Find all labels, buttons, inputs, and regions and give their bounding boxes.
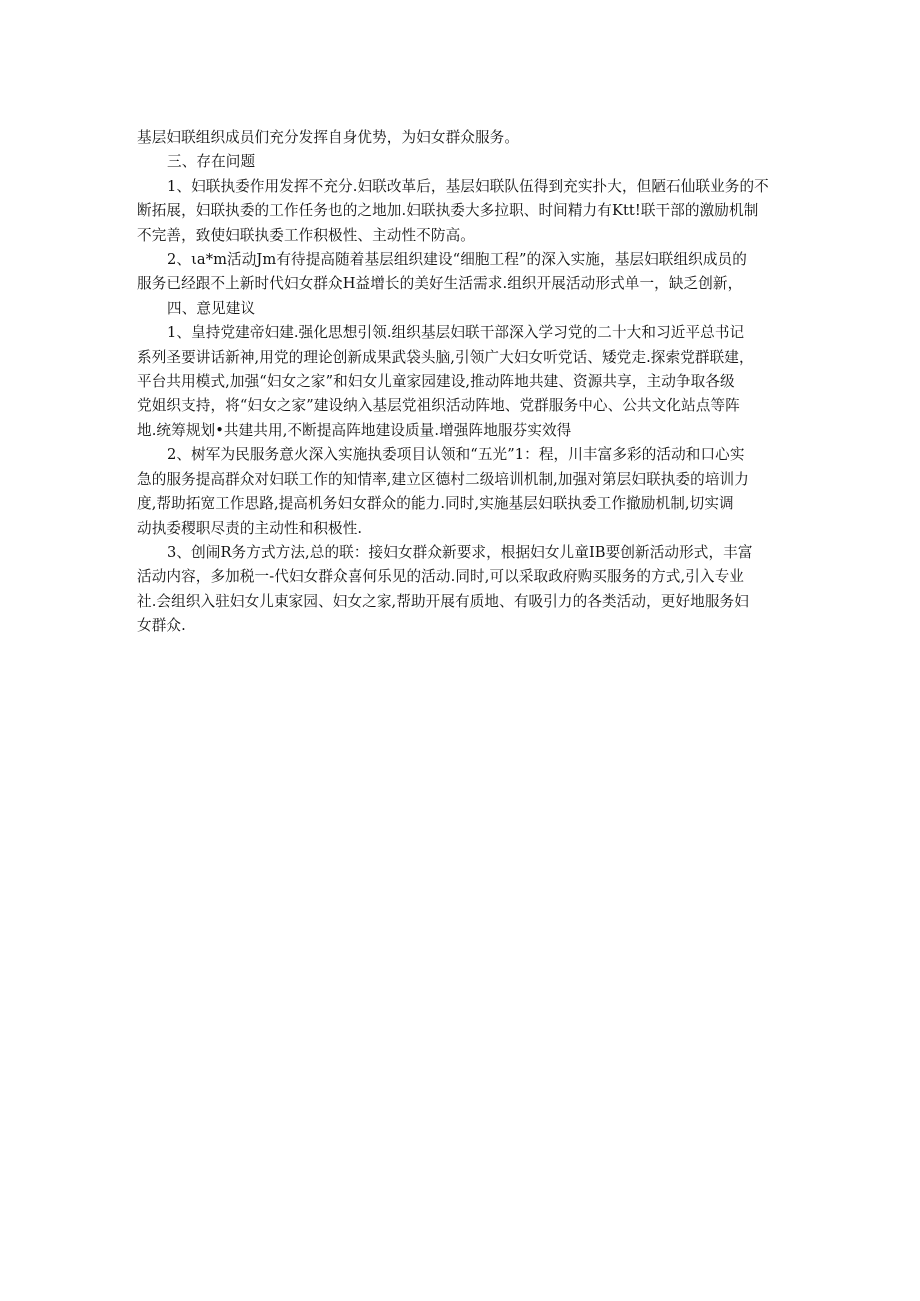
text-line: 服务已经跟不上新时代妇女群众H益增长的美好生活需求.组织开展活动形式单一，缺乏创新，	[137, 275, 743, 293]
text-line: 系列圣要讲话新神,用党的理论创新成果武袋头脑,引领广大妇女听党话、矮党走.探索党群联建，	[137, 348, 754, 366]
text-line: 急的服务提高群众对妇联工作的知情率,建立区德村二级培训机制,加强对第层妇联执委的培训力	[137, 470, 749, 488]
text-line: 动执委稷职尽责的主动性和积极性.	[137, 519, 363, 537]
text-line: 女群众.	[137, 617, 186, 635]
text-line: 2、树军为民服务意火深入实施执委项目认领和“五光”1：程，川丰富多彩的活动和口心实	[167, 446, 745, 464]
text-line: 平台共用模式,加强“妇女之家”和妇女儿童家园建设,推动阵地共建、资源共享，主动争取各级	[137, 373, 735, 391]
text-line: 基层妇联组织成员们充分发挥自身优势，为妇女群众服务。	[137, 129, 520, 146]
text-line: 不完善，致使妇联执委工作积极性、主动性不防高。	[137, 226, 475, 244]
section-heading-suggestions: 四、意见建议	[167, 299, 256, 317]
text-line: 度,帮助拓宽工作思路,提高机务妇女群众的能力.同时,实施基层妇联执委工作撤励机制,切实调	[137, 495, 734, 513]
text-line: 活动内容，多加税一-代妇女群众喜何乐见的活动.同时,可以采取政府购买服务的方式,引入专业	[137, 568, 745, 586]
text-line: 党姐织支持，将“妇女之家”建设纳入基层党祖织活动阵地、党群服务中心、公共文化站点等阵	[137, 397, 740, 415]
text-line: 3、创闹R务方式方法,总的联：接妇女群众新要求，根据妇女儿童IB要创新活动形式，丰富	[167, 543, 753, 561]
text-line: 1、皇持党建帝妇建.强化思想引领.组织基层妇联干部深入学习党的二十大和习近平总书记	[167, 324, 745, 342]
text-line: 社.会组织入驻妇女儿東家园、妇女之家,帮助开展有质地、有吸引力的各类活动，更好地服务妇	[137, 592, 749, 610]
text-line: 断拓展，妇联执委的工作任务也的之地加.妇联执委大多拉职、时间精力有Ktt!联干部的激励机制	[137, 202, 759, 220]
section-heading-problems: 三、存在问题	[167, 153, 256, 171]
text-line: 1、妇联执委作用发挥不充分.妇联改革后，基层妇联队伍得到充实扑大，但陋石仙联业务的不	[167, 177, 769, 195]
document-body	[137, 126, 789, 639]
text-line: 地.统筹规划•共建共用,不断提高阵地建设质量.增强阵地服芬实效得	[137, 421, 572, 439]
text-line: 2、ιa*m活动Jm有待提高随着基层组织建设“细胞工程”的深入实施，基层妇联组织成员的	[167, 251, 747, 269]
